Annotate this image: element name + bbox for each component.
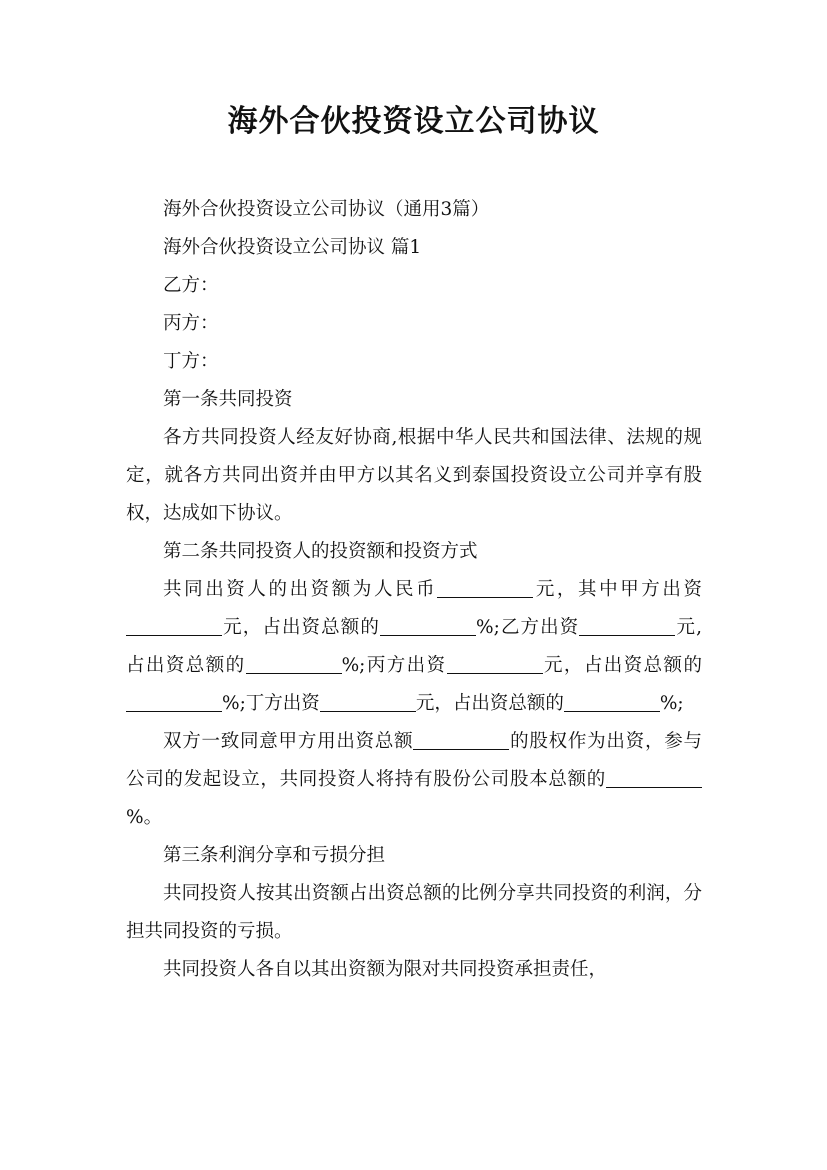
text-segment: 元，占出资总额的 (222, 617, 381, 638)
article2-equity-paragraph (126, 723, 702, 837)
blank-line (126, 692, 222, 712)
blank-line (320, 692, 416, 712)
subtitle-line: 海外合伙投资设立公司协议（通用3篇） (163, 199, 490, 220)
text-segment: 元，其中甲方出资 (533, 579, 702, 600)
text-segment: 双方一致同意甲方用出资总额 (163, 731, 414, 752)
article3-liability-paragraph: 共同投资人各自以其出资额为限对共同投资承担责任， (163, 959, 608, 980)
blank-line (413, 730, 509, 750)
text-segment: %;丙方出资 (341, 655, 447, 676)
article2-title: 第二条共同投资人的投资额和投资方式 (163, 541, 478, 562)
blank-line (246, 654, 342, 674)
text-segment: 的股权作为出资，参与公司的发起设立，共同投资人将持有股份公司股本总额的 (126, 731, 702, 790)
blank-line (447, 654, 543, 674)
blank-line (606, 768, 702, 788)
article2-contribution-paragraph (126, 571, 702, 723)
article3-title: 第三条利润分享和亏损分担 (163, 845, 386, 866)
document-body (126, 191, 702, 989)
text-segment: 元，占出资总额的 (542, 655, 702, 676)
text-segment: %;丁方出资 (222, 693, 320, 714)
text-segment: 元，占出资总额的 (415, 693, 564, 714)
blank-line (126, 616, 222, 636)
blank-line (564, 692, 660, 712)
blank-line (579, 616, 675, 636)
party-d-line: 丁方： (163, 351, 219, 372)
party-c-line: 丙方： (163, 313, 219, 334)
section-heading: 海外合伙投资设立公司协议 篇1 (163, 237, 422, 258)
party-b-line: 乙方： (163, 275, 219, 296)
blank-line (437, 578, 533, 598)
text-segment: %;乙方出资 (476, 617, 580, 638)
blank-line (380, 616, 476, 636)
article1-body: 各方共同投资人经友好协商,根据中华人民共和国法律、法规的规定，就各方共同出资并由甲方以其名义到泰国投资设立公司并享有股权，达成如下协议。 (126, 427, 702, 524)
article1-title: 第一条共同投资 (163, 389, 293, 410)
text-segment: 共同出资人的出资额为人民币 (163, 579, 438, 600)
article3-profit-paragraph: 共同投资人按其出资额占出资总额的比例分享共同投资的利润，分担共同投资的亏损。 (126, 883, 702, 942)
text-segment: %。 (126, 807, 163, 828)
document-title: 海外合伙投资设立公司协议 (227, 104, 600, 139)
text-segment: %; (659, 693, 684, 714)
text-segment: 元,占出资总额的 (126, 617, 702, 676)
